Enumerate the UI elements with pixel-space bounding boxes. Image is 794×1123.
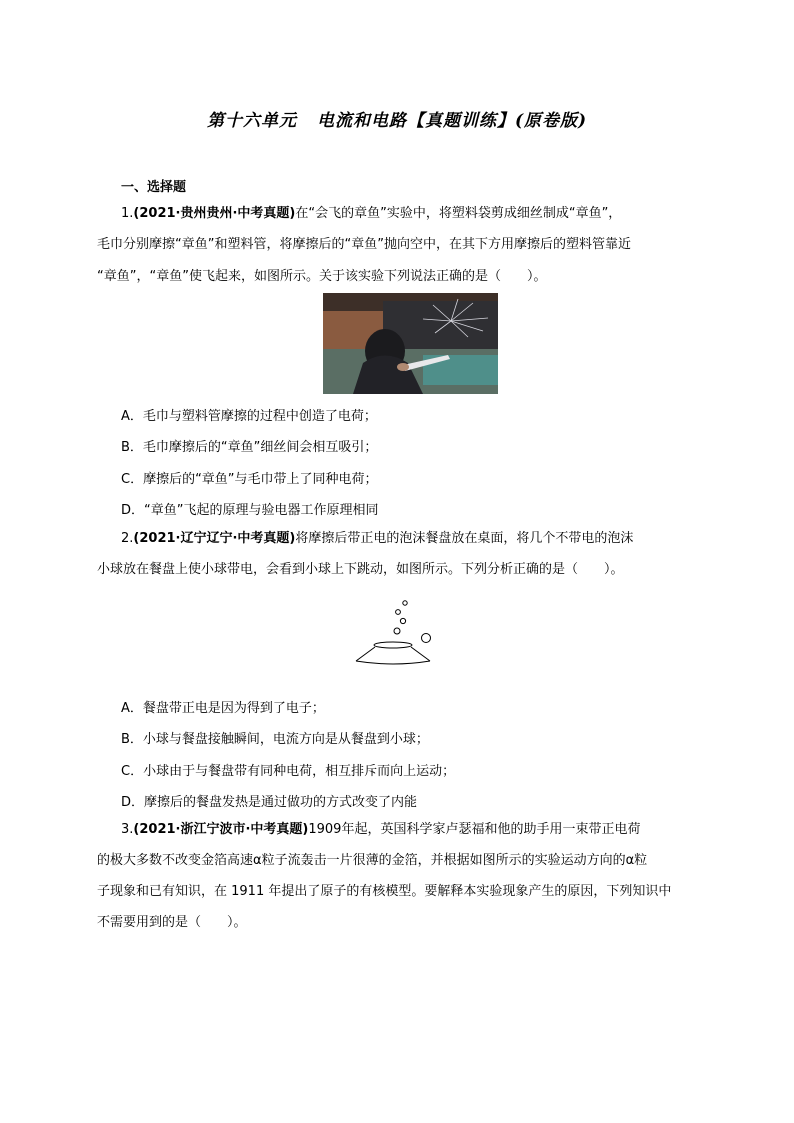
q1-line2: 毛巾分别摩擦“章鱼”和塑料管，将摩擦后的“章鱼”抛向空中，在其下方用摩擦后的塑料管靠近 [97,237,631,252]
title-unit: 第十六单元 [206,111,297,131]
q3-line4: 不需要用到的是（ ）。 [97,915,247,930]
q2-line2: 小球放在餐盘上使小球带电，会看到小球上下跳动，如图所示。下列分析正确的是（ ）。 [97,562,624,577]
section-heading: 一、选择题 [121,180,187,195]
q1-text-1: 在“会飞的章鱼”实验中，将塑料袋剪成细丝制成“章鱼”， [295,206,622,221]
title-topic: 电流和电路【真题训练】(原卷版) [316,111,588,131]
q1-option-b: B．毛巾摩擦后的“章鱼”细丝间会相互吸引； [121,440,378,455]
q2-option-b: B．小球与餐盘接触瞬间，电流方向是从餐盘到小球； [121,732,429,747]
q2-number: 2. [121,531,134,546]
page-title [0,106,794,131]
q2-text-1: 将摩擦后带正电的泡沫餐盘放在桌面，将几个不带电的泡沫 [295,531,634,546]
octopus-experiment-photo [323,293,498,394]
foam-plate-diagram [353,593,433,668]
q3-line1 [121,822,640,838]
q3-text-1: 1909年起，英国科学家卢瑟福和他的助手用一束带正电荷 [308,822,641,837]
q3-line3: 子现象和已有知识，在 1911 年提出了原子的有核模型。要解释本实验现象产生的原因，下列知识中 [97,884,672,899]
q1-number: 1. [121,206,134,221]
q2-line1 [121,531,633,547]
q1-option-d: D．“章鱼”飞起的原理与验电器工作原理相同 [121,503,379,518]
q1-option-c: C．摩擦后的“章鱼”与毛巾带上了同种电荷； [121,472,378,487]
q1-line1 [121,206,621,222]
q2-source: (2021·辽宁辽宁·中考真题) [133,531,296,546]
q1-source: (2021·贵州贵州·中考真题) [133,206,296,221]
q1-option-a: A．毛巾与塑料管摩擦的过程中创造了电荷； [121,409,377,424]
q3-line2: 的极大多数不改变金箔高速α粒子流轰击一片很薄的金箔，并根据如图所示的实验运动方向的α粒 [97,853,648,868]
q2-option-a: A．餐盘带正电是因为得到了电子； [121,701,325,716]
q2-option-d: D．摩擦后的餐盘发热是通过做功的方式改变了内能 [121,795,418,810]
q1-line3: “章鱼”，“章鱼”使飞起来，如图所示。关于该实验下列说法正确的是（ ）。 [97,269,547,284]
q3-number: 3. [121,822,134,837]
q3-source: (2021·浙江宁波市·中考真题) [133,822,309,837]
q2-option-c: C．小球由于与餐盘带有同种电荷，相互排斥而向上运动； [121,764,456,779]
